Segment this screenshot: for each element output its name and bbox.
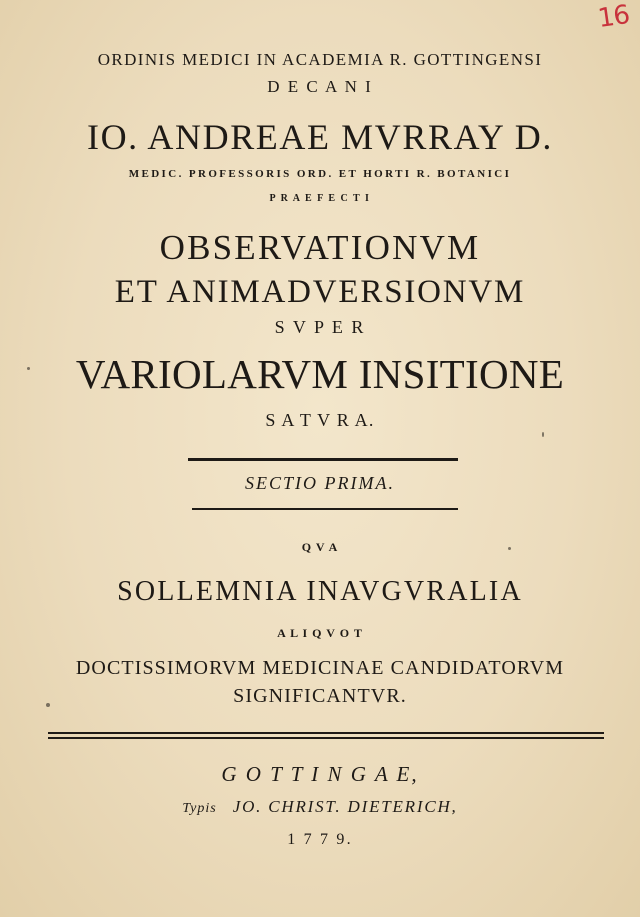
- professor-line: MEDIC. PROFESSORIS ORD. ET HORTI R. BOTANICI: [128, 168, 512, 180]
- praefecti-line: P R A E F E C T I: [269, 193, 371, 204]
- paper-spot: [46, 703, 50, 707]
- imprint-place: G O T T I N G A E,: [221, 762, 419, 786]
- imprint-year: 1 7 7 9.: [287, 831, 353, 848]
- ordinis-line: ORDINIS MEDICI IN ACADEMIA R. GOTTINGENSI: [97, 50, 543, 69]
- section-heading: SECTIO PRIMA.: [245, 473, 395, 493]
- aliquot-line: A L I Q V O T: [277, 626, 363, 640]
- author-name: IO. ANDREAE MVRRAY D.: [87, 117, 553, 157]
- sollemnia-line: SOLLEMNIA INAVGVRALIA: [117, 576, 523, 607]
- paper-spot: [508, 547, 511, 550]
- title-observationum: OBSERVATIONVM: [159, 228, 481, 267]
- title-satura: S A T V R A.: [265, 410, 375, 430]
- section-rule-top: [188, 458, 458, 461]
- paper-spot: [542, 432, 544, 437]
- decani-line: D E C A N I: [267, 77, 373, 96]
- imprint-printer-line: [0, 798, 640, 816]
- section-rule-bottom: [192, 508, 458, 510]
- typis-label: Typis: [182, 801, 217, 816]
- printer-name: JO. CHRIST. DIETERICH,: [232, 797, 458, 816]
- title-super: S V P E R: [274, 317, 366, 337]
- paper-spot: [27, 367, 30, 370]
- folio-number: 16: [596, 0, 632, 35]
- imprint-double-rule: [48, 732, 604, 739]
- title-variolarum: VARIOLARVM INSITIONE: [75, 351, 565, 397]
- doctissimorum-line: DOCTISSIMORVM MEDICINAE CANDIDATORVM: [75, 657, 565, 679]
- qua-line: Q V A: [301, 540, 339, 554]
- title-animadversionum: ET ANIMADVERSIONVM: [114, 274, 526, 310]
- significantur-line: SIGNIFICANTVR.: [233, 685, 407, 707]
